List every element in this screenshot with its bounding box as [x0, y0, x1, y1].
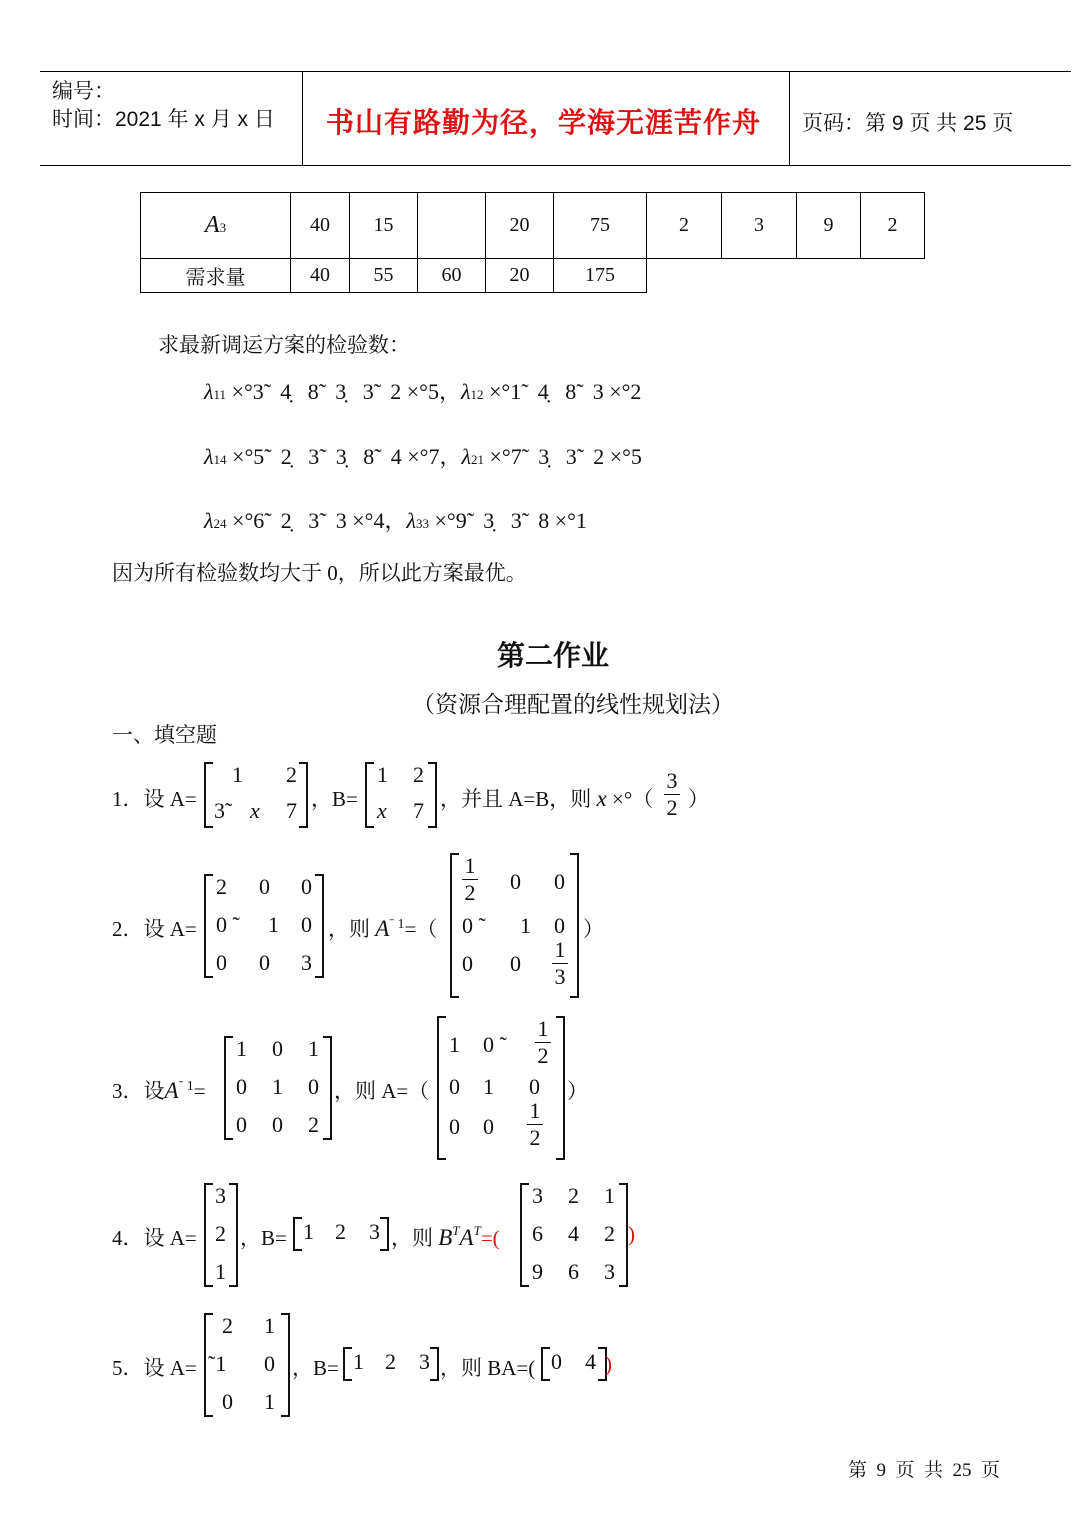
matrix-cell: 0 ˜ [216, 912, 240, 937]
matrix-cell: 0 [236, 1112, 247, 1137]
problem-1-tail: ，并且 A=B，则 x ×°（ [440, 786, 654, 811]
matrix-cell: 3 [369, 1219, 380, 1244]
matrix-cell: 0 [216, 950, 227, 975]
matrix-cell: 0 ˜ [483, 1032, 507, 1057]
table-cell: 40 [291, 259, 350, 293]
problem-3-mid: ，则 A=（ [334, 1079, 430, 1103]
matrix-cell: 0 [449, 1114, 460, 1139]
check-intro: 求最新调运方案的检验数： [158, 333, 410, 357]
matrix-4a [204, 1183, 238, 1287]
matrix-cell: 7 [413, 798, 424, 823]
problem-4-label: 4．设 A= [112, 1226, 197, 1250]
matrix-cell: 1 [215, 1259, 226, 1284]
matrix-cell: 3 [604, 1259, 615, 1284]
problem-5-close: ) [605, 1352, 612, 1376]
matrix-cell: 1 [264, 1389, 275, 1414]
matrix-cell: 2 [385, 1349, 396, 1374]
header-divider [302, 72, 303, 165]
page-footer: 第 9 页 共 25 页 [848, 1460, 1001, 1481]
matrix-cell: 2 [568, 1183, 579, 1208]
table-cell [418, 193, 486, 259]
problem-5-mid: ，B= [292, 1356, 339, 1380]
matrix-cell: 9 [532, 1259, 543, 1284]
matrix-5-answer [541, 1347, 607, 1381]
table-cell: 20 [486, 259, 554, 293]
matrix-cell: 2 [308, 1112, 319, 1137]
matrix-cell: 0 [462, 951, 473, 976]
table-cell: 175 [554, 259, 647, 293]
matrix-cell: 0 [554, 869, 565, 894]
matrix-cell: 0 [529, 1074, 540, 1099]
matrix-cell: 4 [585, 1349, 596, 1374]
matrix-cell-fraction: 1 2 [462, 853, 478, 906]
doc-number-label: 编号： [52, 80, 115, 103]
matrix-cell: 1 [483, 1074, 494, 1099]
matrix-cell: 0 [483, 1114, 494, 1139]
table-cell: 20 [486, 193, 554, 259]
matrix-cell: 3̃ [214, 798, 225, 823]
matrix-cell: 3 [215, 1183, 226, 1208]
matrix-cell: 0 [264, 1351, 275, 1376]
problem-5-tail: ，则 BA=( [440, 1356, 536, 1380]
table-cell: 2 [647, 193, 722, 259]
matrix-cell: 1 [303, 1219, 314, 1244]
doc-time-label: 时间：2021 年 x 月 x 日 [52, 108, 275, 131]
matrix-cell: 1 [272, 1074, 283, 1099]
header-divider [789, 72, 790, 165]
matrix-cell-fraction: 1 2 [535, 1016, 551, 1069]
matrix-cell: 0 [272, 1036, 283, 1061]
matrix-cell: 6 [568, 1259, 579, 1284]
table-row [141, 193, 925, 259]
matrix-1a [204, 762, 308, 828]
problem-2-close: ） [583, 917, 604, 941]
table-cell-label: A3 [141, 193, 291, 259]
matrix-cell: 0 [222, 1389, 233, 1414]
matrix-cell: 0 [554, 913, 565, 938]
matrix-cell: 0 [308, 1074, 319, 1099]
problem-5-label: 5．设 A= [112, 1356, 197, 1380]
table-cell: 9 [797, 193, 861, 259]
matrix-cell: 2 [335, 1219, 346, 1244]
matrix-2-answer [450, 853, 579, 998]
matrix-cell-fraction: 1 3 [552, 937, 568, 990]
matrix-cell: 3 [419, 1349, 430, 1374]
problem-1-close: ） [688, 787, 709, 811]
conclusion-text: 因为所有检验数均大于 0，所以此方案最优。 [112, 561, 527, 585]
matrix-cell: 1 [232, 762, 243, 787]
table-empty [647, 259, 925, 293]
matrix-cell: 1 [308, 1036, 319, 1061]
matrix-3-inverse [224, 1036, 332, 1140]
matrix-cell: 1 [520, 913, 531, 938]
matrix-cell: 2 [216, 874, 227, 899]
matrix-cell: x [250, 798, 260, 823]
lambda-line: λ14 ×°5̃ 2̣ 3̃ 3̣ 8̃ 4 ×°7，λ21 ×°7̃ 3̣ 3̃ 2 ×°5 [204, 444, 642, 469]
problem-3-label: 3．设$A^{ˉ 1}=$ [112, 1078, 206, 1103]
problem-1-label: 1．设 A= [112, 787, 197, 811]
table-row [141, 259, 925, 293]
table-cell: 40 [291, 193, 350, 259]
matrix-cell: 2 [215, 1221, 226, 1246]
matrix-cell: 1 [449, 1032, 460, 1057]
matrix-cell: 2 [604, 1221, 615, 1246]
problem-3-close: ） [567, 1079, 588, 1103]
matrix-2a [204, 874, 324, 978]
matrix-cell: 3 [532, 1183, 543, 1208]
matrix-cell: 0 [259, 950, 270, 975]
table-cell: 2 [861, 193, 925, 259]
matrix-cell: 2 [413, 762, 424, 787]
matrix-4-answer [520, 1183, 628, 1287]
matrix-cell: 0 [551, 1349, 562, 1374]
lambda-line: λ24 ×°6̃ 2̣ 3̃ 3 ×°4，λ33 ×°9̃ 3̣ 3̃ 8 ×°1 [204, 508, 587, 533]
matrix-cell: 4 [568, 1221, 579, 1246]
matrix-cell: 0 [272, 1112, 283, 1137]
matrix-cell: 0 [449, 1074, 460, 1099]
table-cell: 60 [418, 259, 486, 293]
matrix-cell: 0 [301, 874, 312, 899]
matrix-cell: 0 ˜ [462, 913, 486, 938]
matrix-5a [204, 1313, 290, 1417]
matrix-cell: ˜1 [208, 1351, 227, 1376]
answer-fraction: 3 2 [664, 768, 680, 821]
matrix-cell: 1 [377, 762, 388, 787]
matrix-cell: 1 [264, 1313, 275, 1338]
matrix-3-answer [437, 1016, 565, 1160]
matrix-cell: 2 [222, 1313, 233, 1338]
matrix-cell: 2 [286, 762, 297, 787]
section-subtitle: （资源合理配置的线性规划法） [412, 692, 734, 717]
matrix-cell: 3 [301, 950, 312, 975]
matrix-4b [293, 1217, 389, 1251]
matrix-cell: 1 [353, 1349, 364, 1374]
table-cell: 15 [350, 193, 418, 259]
problem-4-close: ) [628, 1222, 635, 1246]
matrix-cell: 0 [259, 874, 270, 899]
problem-4-tail: ，则 $B^TA^T=$( [391, 1223, 500, 1250]
problem-1-mid: ，B= [311, 787, 358, 811]
problem-4-mid: ，B= [240, 1226, 287, 1250]
matrix-cell: 1 [604, 1183, 615, 1208]
matrix-cell-fraction: 1 2 [527, 1098, 543, 1151]
matrix-cell: 0 [236, 1074, 247, 1099]
problem-2-mid: ，则 $A^{ˉ 1}=$（ [328, 916, 438, 941]
header-motto: 书山有路勤为径，学海无涯苦作舟 [326, 108, 762, 139]
matrix-cell: 1 [268, 912, 279, 937]
section-title: 第二作业 [497, 640, 610, 671]
matrix-cell: 6 [532, 1221, 543, 1246]
matrix-cell: 0 [510, 869, 521, 894]
table-cell-label: 需求量 [141, 259, 291, 293]
matrix-cell: 7 [286, 798, 297, 823]
part-heading: 一、填空题 [112, 723, 217, 747]
matrix-cell: x [377, 798, 387, 823]
transport-table [140, 192, 925, 293]
matrix-cell: 0 [301, 912, 312, 937]
table-cell: 3 [722, 193, 797, 259]
matrix-1b [365, 762, 437, 828]
table-cell: 75 [554, 193, 647, 259]
matrix-cell: 0 [510, 951, 521, 976]
header-page-label: 页码：第 9 页 共 25 页 [802, 112, 1014, 135]
matrix-cell: 1 [236, 1036, 247, 1061]
problem-2-label: 2．设 A= [112, 917, 197, 941]
matrix-5b [343, 1347, 439, 1381]
lambda-line: λ11 ×°3̃ 4̣ 8̃ 3̣ 3̃ 2 ×°5，λ12 ×°1̃ 4̣ 8̃ 3 ×°2 [204, 379, 642, 404]
table-cell: 55 [350, 259, 418, 293]
